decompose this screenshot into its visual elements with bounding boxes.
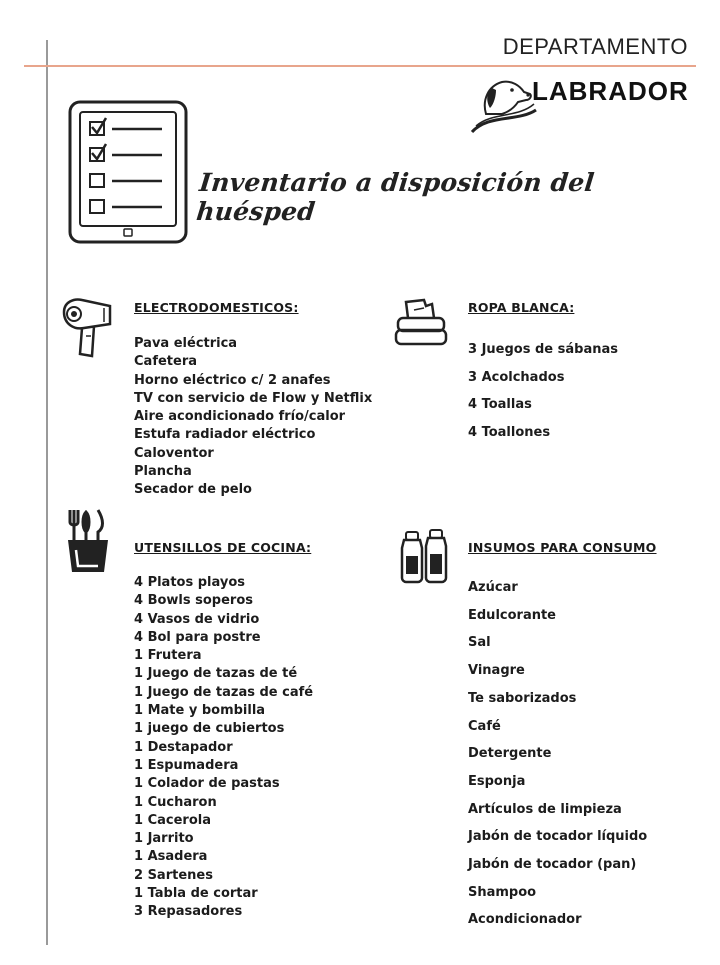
insumos-heading: INSUMOS PARA CONSUMO [468, 540, 657, 555]
list-item: 1 Juego de tazas de té [134, 666, 298, 682]
list-item: Shampoo [468, 884, 537, 900]
list-item: 3 Juegos de sábanas [468, 342, 618, 357]
list-item: Edulcorante [468, 607, 557, 623]
list-item: 1 Juego de tazas de café [134, 684, 314, 700]
utensils-icon [64, 506, 114, 580]
list-item: Jabón de tocador líquido [468, 829, 648, 845]
list-item: Detergente [468, 746, 552, 762]
labrador-dog-icon [468, 74, 538, 136]
checklist-tablet-icon [66, 98, 192, 248]
list-item: Plancha [134, 464, 192, 480]
list-item: 1 Cucharon [134, 794, 217, 810]
list-item: Jabón de tocador (pan) [468, 857, 637, 873]
list-item: Te saborizados [468, 690, 577, 706]
list-item: 4 Vasos de vidrio [134, 611, 260, 627]
list-item: Vinagre [468, 663, 525, 679]
list-item: Cafetera [134, 354, 198, 370]
list-item: 4 Bowls soperos [134, 593, 254, 609]
electrodomesticos-heading: ELECTRODOMESTICOS: [134, 300, 299, 315]
ropa-blanca-list [468, 336, 618, 446]
list-item: 4 Toallas [468, 397, 532, 412]
left-margin-line [46, 40, 48, 945]
list-item: 1 Cacerola [134, 812, 211, 828]
list-item: 4 Bol para postre [134, 629, 261, 645]
list-item: Café [468, 718, 501, 734]
list-item: Estufa radiador eléctrico [134, 427, 316, 443]
insumos-list [468, 574, 647, 934]
list-item: Azúcar [468, 580, 518, 595]
salt-pepper-icon [398, 528, 450, 588]
page-title: Inventario a disposición del huésped [194, 168, 596, 226]
list-item: Caloventor [134, 445, 214, 461]
list-item: 1 juego de cubiertos [134, 721, 285, 737]
brand-name: LABRADOR [532, 76, 689, 106]
utensillos-heading: UTENSILLOS DE COCINA: [134, 540, 312, 555]
list-item: Horno eléctrico c/ 2 anafes [134, 372, 331, 388]
list-item: 3 Acolchados [468, 369, 565, 385]
list-item: 4 Toallones [468, 424, 551, 440]
list-item: TV con servicio de Flow y Netflix [134, 390, 373, 406]
towels-icon [392, 296, 450, 354]
list-item: Esponja [468, 773, 526, 789]
list-item: 1 Jarrito [134, 831, 194, 847]
list-item: 4 Platos playos [134, 575, 246, 590]
list-item: Aire acondicionado frío/calor [134, 409, 346, 425]
brand-logo [468, 74, 688, 136]
list-item: 3 Repasadores [134, 904, 243, 920]
list-item: Acondicionador [468, 912, 582, 928]
header-title: DEPARTAMENTO [502, 34, 688, 59]
list-item: 1 Colador de pastas [134, 776, 280, 792]
list-item: 2 Sartenes [134, 867, 213, 883]
list-item: Pava eléctrica [134, 336, 238, 351]
list-item: 1 Frutera [134, 648, 202, 664]
list-item: 1 Espumadera [134, 757, 239, 773]
list-item: 1 Tabla de cortar [134, 886, 258, 902]
utensillos-list [134, 574, 313, 922]
list-item: 1 Destapador [134, 739, 233, 755]
list-item: 1 Asadera [134, 849, 208, 865]
hair-dryer-icon [60, 294, 116, 366]
header-divider [24, 65, 696, 67]
ropa-blanca-heading: ROPA BLANCA: [468, 300, 575, 315]
list-item: Secador de pelo [134, 482, 252, 498]
electrodomesticos-list [134, 335, 372, 500]
list-item: Sal [468, 635, 491, 651]
list-item: 1 Mate y bombilla [134, 703, 266, 719]
list-item: Artículos de limpieza [468, 801, 622, 817]
